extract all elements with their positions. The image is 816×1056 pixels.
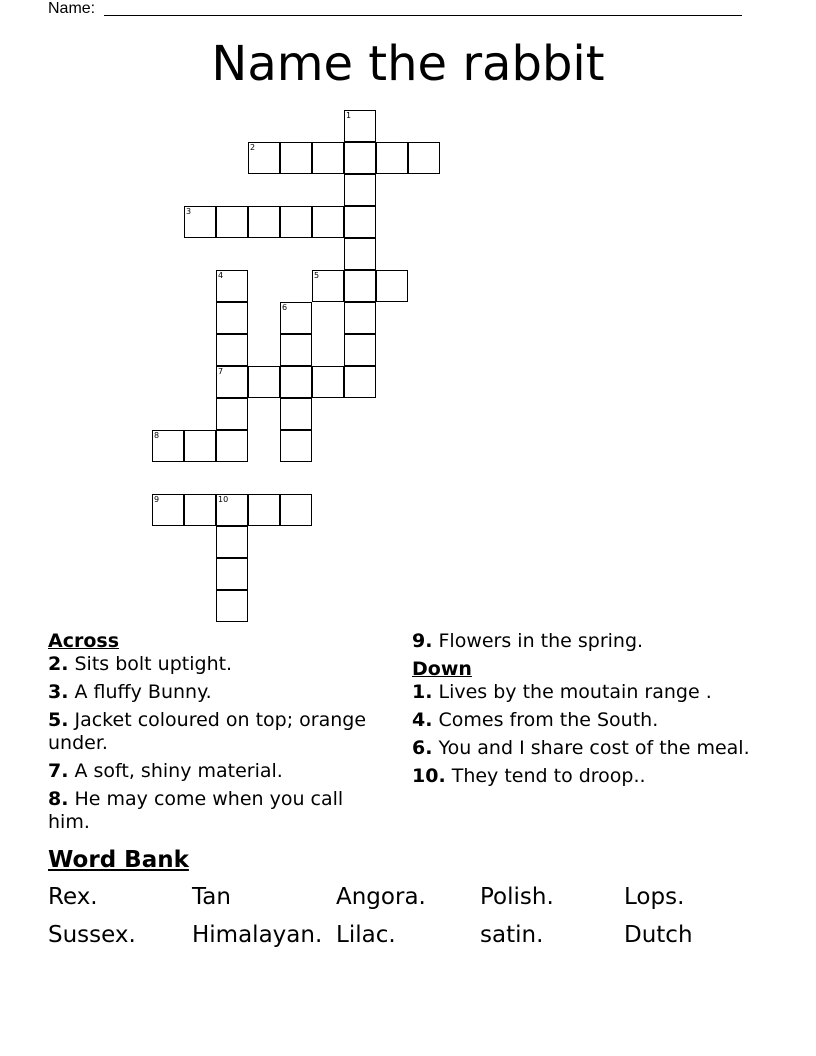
crossword-cell[interactable]	[280, 398, 312, 430]
crossword-cell[interactable]	[216, 430, 248, 462]
crossword-cell[interactable]	[248, 142, 280, 174]
crossword-cell[interactable]	[344, 174, 376, 206]
crossword-cell[interactable]	[216, 558, 248, 590]
word-bank-item: Angora.	[336, 884, 426, 910]
clue-across-3: 3. A fluffy Bunny.	[48, 681, 212, 703]
clue-number: 1	[346, 111, 352, 120]
crossword-cell[interactable]	[216, 366, 248, 398]
crossword-cell[interactable]	[248, 206, 280, 238]
crossword-cell[interactable]	[216, 302, 248, 334]
crossword-cell[interactable]	[216, 334, 248, 366]
crossword-cell[interactable]	[376, 142, 408, 174]
word-bank-item: Tan	[192, 884, 231, 910]
clue-number: 9	[154, 495, 160, 504]
crossword-cell[interactable]	[344, 238, 376, 270]
crossword-cell[interactable]	[312, 270, 344, 302]
crossword-cell[interactable]	[216, 526, 248, 558]
clue-number: 5	[314, 271, 320, 280]
crossword-cell[interactable]	[248, 494, 280, 526]
crossword-cell[interactable]	[184, 206, 216, 238]
clue-across-2: 2. Sits bolt uptight.	[48, 653, 233, 675]
crossword-cell[interactable]	[184, 430, 216, 462]
name-blank[interactable]	[104, 15, 742, 16]
clue-number: 6	[282, 303, 288, 312]
clue-down-1: 1. Lives by the moutain range .	[412, 681, 712, 703]
word-bank-item: Polish.	[480, 884, 554, 910]
crossword-cell[interactable]	[216, 270, 248, 302]
word-bank-item: Rex.	[48, 884, 98, 910]
word-bank-item: Himalayan.	[192, 922, 323, 948]
clues-left-column	[48, 630, 388, 839]
clues-right-column	[412, 630, 782, 793]
page-title: Name the rabbit	[211, 36, 605, 92]
crossword-cell[interactable]	[216, 398, 248, 430]
name-line	[48, 0, 742, 18]
word-bank-item: Sussex.	[48, 922, 136, 948]
clue-across-7: 7. A soft, shiny material.	[48, 760, 283, 782]
down-heading: Down	[412, 658, 472, 680]
crossword-cell[interactable]	[280, 142, 312, 174]
crossword-cell[interactable]	[280, 494, 312, 526]
crossword-cell[interactable]	[280, 430, 312, 462]
crossword-cell[interactable]	[248, 366, 280, 398]
word-bank-item: Lilac.	[336, 922, 396, 948]
crossword-cell[interactable]	[344, 366, 376, 398]
clue-down-6: 6. You and I share cost of the meal.	[412, 737, 750, 759]
crossword-cell[interactable]	[344, 110, 376, 142]
crossword-cell[interactable]	[344, 142, 376, 174]
crossword-cell[interactable]	[280, 366, 312, 398]
clue-number: 3	[186, 207, 192, 216]
clue-number: 10	[218, 495, 229, 504]
clue-across-8: 8. He may come when you call him.	[48, 788, 344, 833]
crossword-cell[interactable]	[312, 206, 344, 238]
crossword-cell[interactable]	[376, 270, 408, 302]
crossword-cell[interactable]	[408, 142, 440, 174]
crossword-cell[interactable]	[280, 302, 312, 334]
clue-across-5: 5. Jacket coloured on top; orange under.	[48, 709, 367, 754]
word-bank-item: Lops.	[624, 884, 685, 910]
across-heading: Across	[48, 630, 120, 652]
crossword-cell[interactable]	[216, 494, 248, 526]
word-bank-title: Word Bank	[48, 847, 189, 873]
crossword-cell[interactable]	[280, 334, 312, 366]
crossword-cell[interactable]	[152, 494, 184, 526]
word-bank	[48, 884, 768, 948]
crossword-cell[interactable]	[344, 302, 376, 334]
crossword-cell[interactable]	[312, 366, 344, 398]
word-bank-item: satin.	[480, 922, 544, 948]
crossword-cell[interactable]	[344, 270, 376, 302]
clue-number: 4	[218, 271, 224, 280]
crossword-cell[interactable]	[152, 430, 184, 462]
clue-number: 8	[154, 431, 160, 440]
clue-across-9: 9. Flowers in the spring.	[412, 630, 644, 652]
crossword-cell[interactable]	[344, 206, 376, 238]
name-label: Name:	[48, 0, 96, 17]
crossword-cell[interactable]	[216, 206, 248, 238]
crossword-cell[interactable]	[344, 334, 376, 366]
clue-number: 2	[250, 143, 256, 152]
crossword-cell[interactable]	[280, 206, 312, 238]
crossword-cell[interactable]	[312, 142, 344, 174]
clue-number: 7	[218, 367, 224, 376]
crossword-cell[interactable]	[184, 494, 216, 526]
crossword-cell[interactable]	[216, 590, 248, 622]
clue-down-4: 4. Comes from the South.	[412, 709, 659, 731]
word-bank-item: Dutch	[624, 922, 693, 948]
clue-down-10: 10. They tend to droop..	[412, 765, 646, 787]
